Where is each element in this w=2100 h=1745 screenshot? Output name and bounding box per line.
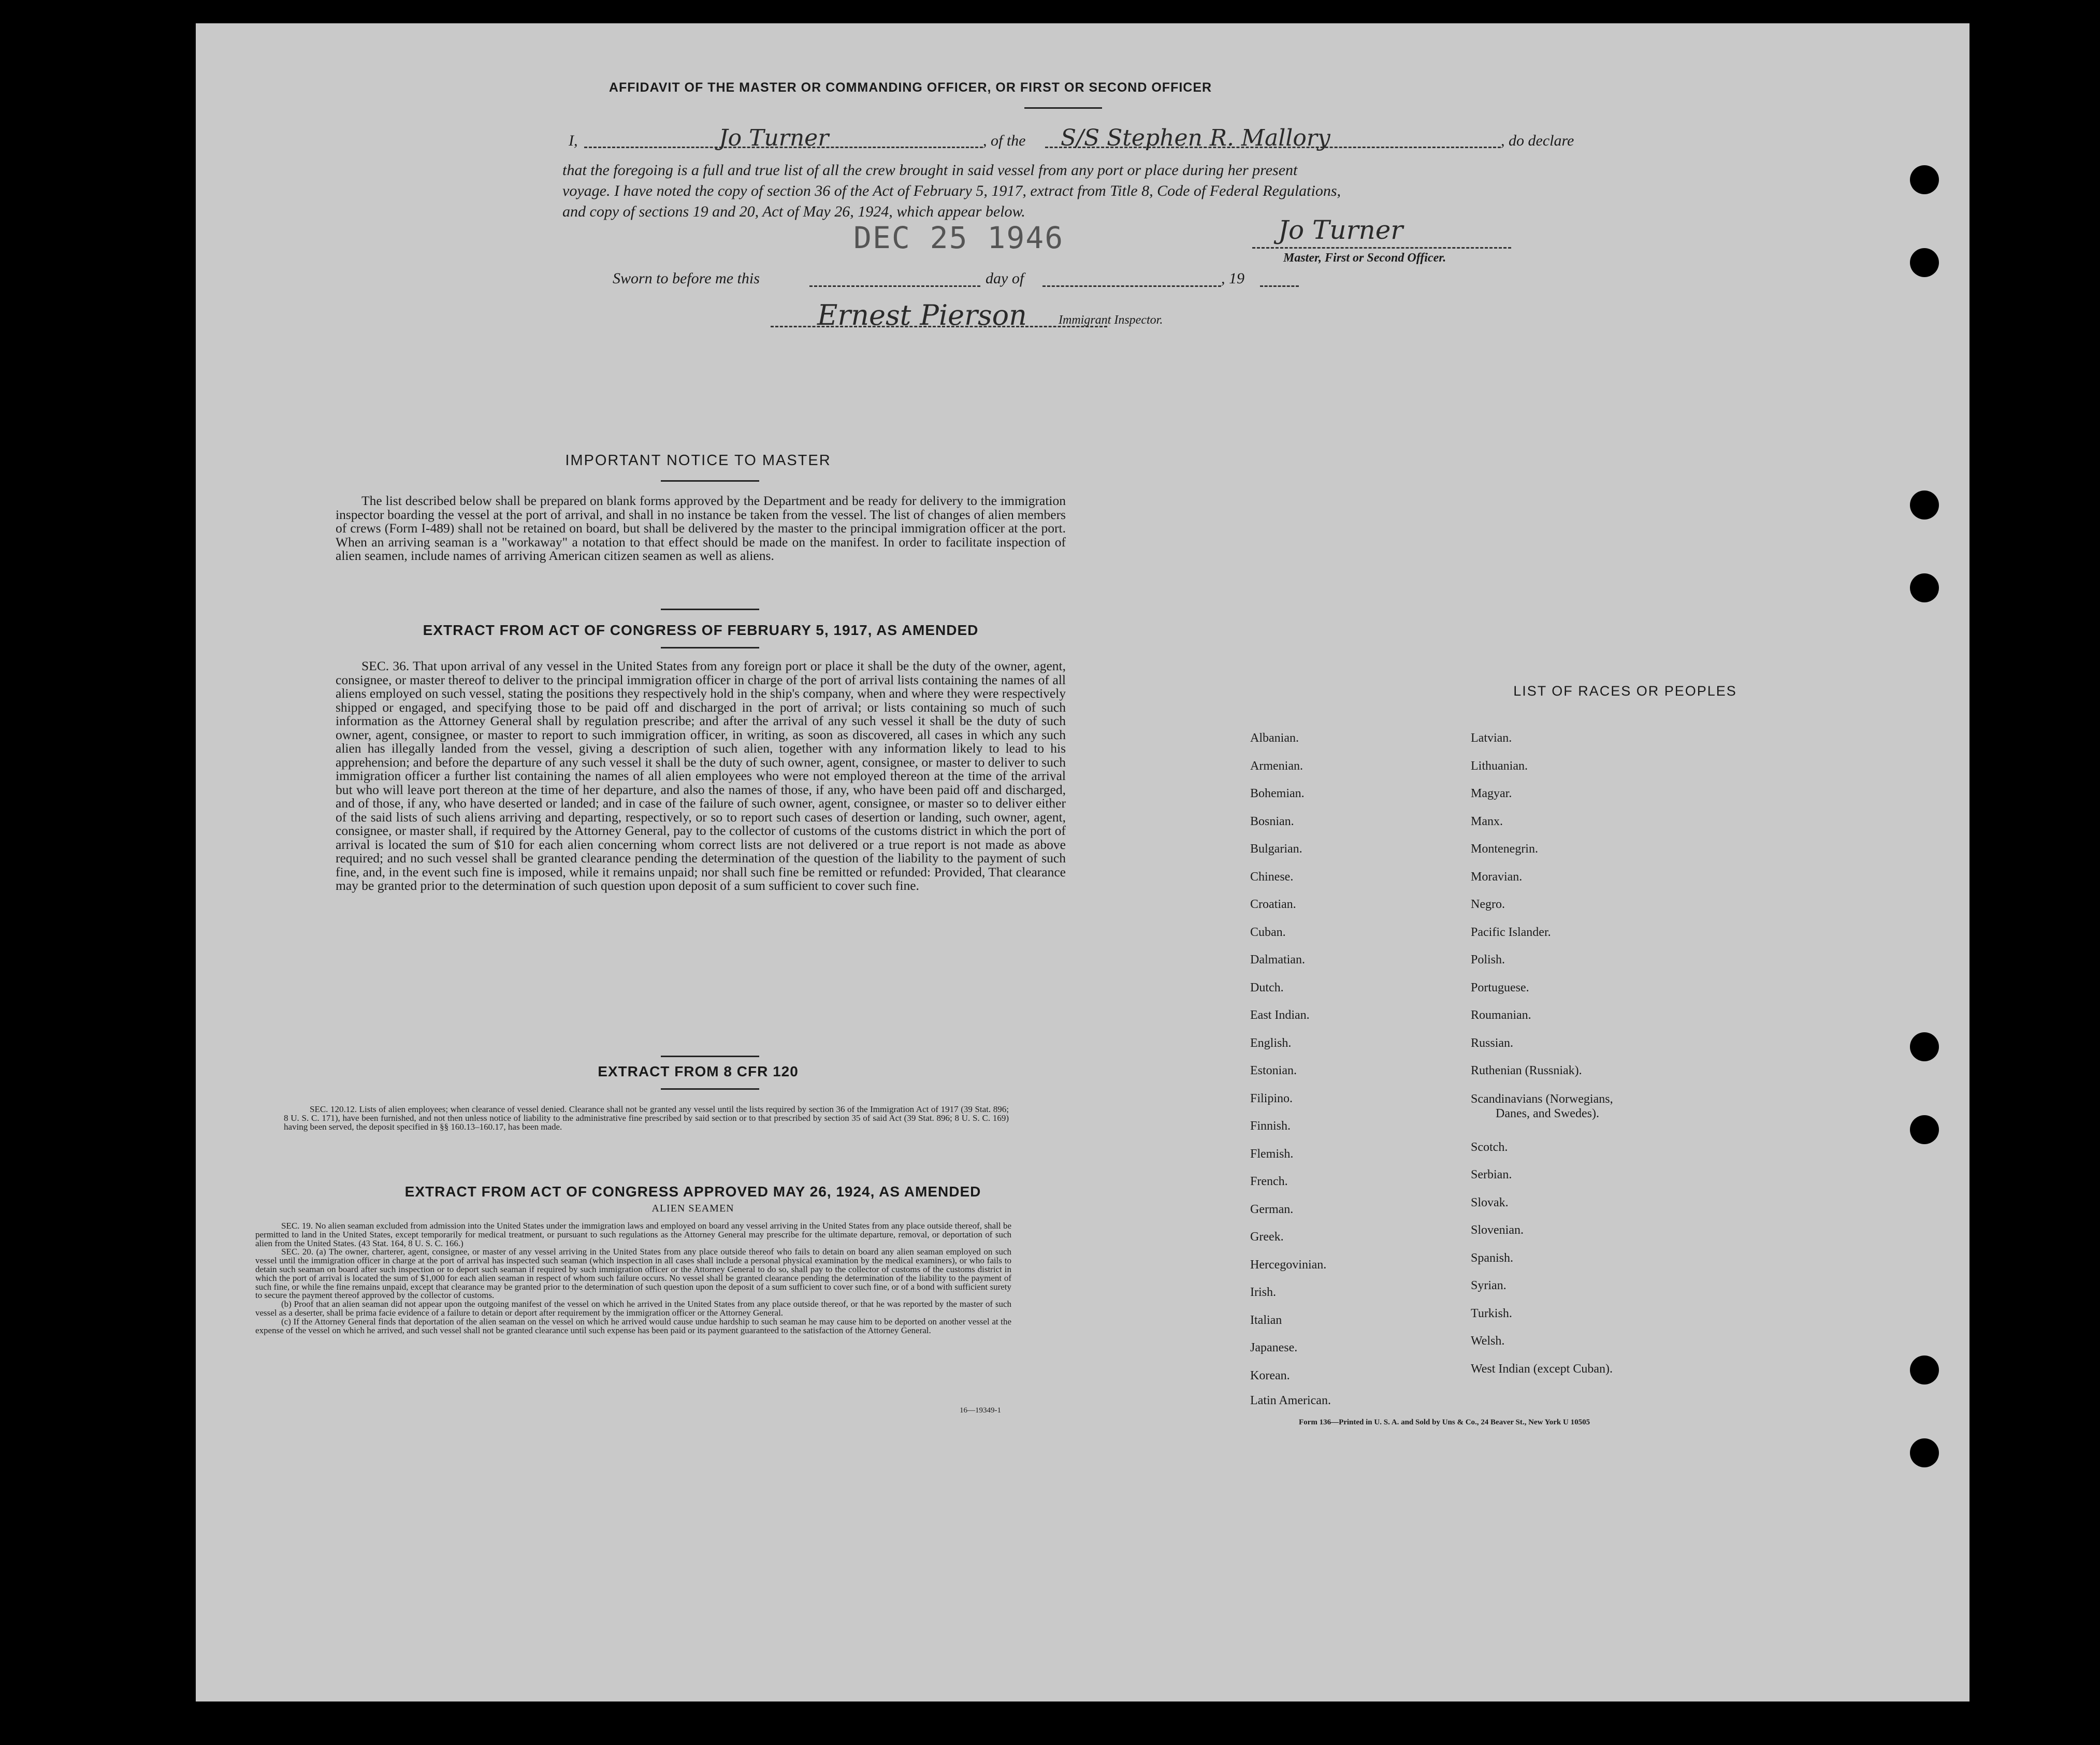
extract-1917-rule [661, 647, 759, 648]
extract-1917-bottom-rule [661, 1056, 759, 1057]
notice-rule [661, 480, 759, 482]
race-item: Slovenian. [1471, 1223, 1524, 1237]
race-item: Turkish. [1471, 1306, 1512, 1320]
inspector-label: Immigrant Inspector. [1059, 313, 1163, 327]
race-item: Montenegrin. [1471, 842, 1538, 856]
extract-1924-text [255, 1222, 1011, 1335]
body-line: that the foregoing is a full and true list of all the crew brought in said vessel from any port or place during her present [562, 162, 1298, 179]
race-item: Croatian. [1250, 898, 1296, 911]
race-item: Manx. [1471, 814, 1503, 828]
sec-20a-paragraph: SEC. 20. (a) The owner, charterer, agent, consignee, or master of any vessel arriving in the United States from any place outside thereof who fails to detain on board any alien seaman employed on such vessel until the immigration officer in charge at the port of arrival has inspected such seaman (which inspection in all cases shall include a personal physical examination by the medical examiners), or who fails to detain such seaman on board after such inspection or to deport such seaman if required by such immigration officer or the Attorney General to do so, shall pay to the collector of customs of the customs district in which the port of arrival is located the sum of $1,000 for each alien seaman in respect of whom such failure occurs. No vessel shall be granted clearance pending the determination of the liability to the payment of such fine, or while the fine remains unpaid, except that clearance may be granted prior to the determination of such question upon the deposit of a sum sufficient to cover such fine, or of a bond with sufficient surety to secure the payment thereof approved by the collector of customs. [255, 1247, 1011, 1301]
race-item: Italian [1250, 1313, 1282, 1327]
punch-hole-icon [1910, 248, 1939, 277]
punch-hole-icon [1910, 165, 1939, 194]
races-left-column [1250, 732, 1331, 1410]
body-line: and copy of sections 19 and 20, Act of May 26, 1924, which appear below. [562, 203, 1025, 220]
race-item: Negro. [1471, 898, 1505, 911]
race-item: West Indian (except Cuban). [1471, 1362, 1613, 1376]
master-label: Master, First or Second Officer. [1283, 251, 1446, 265]
punch-hole-icon [1910, 1032, 1939, 1061]
race-item: Hercegovinian. [1250, 1258, 1327, 1272]
printer-footer: Form 136—Printed in U. S. A. and Sold by Uns & Co., 24 Beaver St., New York U 10505 [1299, 1418, 1590, 1426]
race-item: Bosnian. [1250, 814, 1294, 828]
race-item: Estonian. [1250, 1064, 1297, 1077]
race-item: Bulgarian. [1250, 842, 1302, 856]
punch-hole-icon [1910, 491, 1939, 520]
race-item: Slovak. [1471, 1195, 1509, 1209]
race-item: Greek. [1250, 1230, 1284, 1244]
extract-1924-subtitle: ALIEN SEAMEN [651, 1203, 734, 1214]
punch-hole-icon [1910, 573, 1939, 602]
race-item: Moravian. [1471, 870, 1523, 884]
sec-20c-paragraph: (c) If the Attorney General finds that deportation of the alien seaman on the vessel on which he arrived would cause undue hardship to such seaman he may cause him to be deported on another vessel at the expense of the vessel on which he arrived, and such vessel shall not be granted clearance until such expense has been paid or its payment guaranteed to the satisfaction of the Attorney General. [255, 1316, 1011, 1335]
race-item: Dalmatian. [1250, 953, 1305, 967]
race-item: Scandinavians (Norwegians, [1471, 1092, 1613, 1106]
races-right-column [1471, 732, 1613, 1390]
race-item: English. [1250, 1036, 1292, 1050]
race-item: Cuban. [1250, 925, 1286, 939]
races-title: LIST OF RACES OR PEOPLES [1513, 683, 1737, 699]
race-item: Korean. [1250, 1368, 1290, 1382]
body-line: voyage. I have noted the copy of section 36 of the Act of February 5, 1917, extract from Title 8, Code of Federal Regulations, [562, 182, 1341, 199]
race-item: Dutch. [1250, 980, 1284, 994]
race-item: Armenian. [1250, 759, 1303, 773]
notice-bottom-rule [661, 609, 759, 610]
year-label: , 19 [1221, 270, 1244, 287]
inspector-signature-handwriting: Ernest Pierson [817, 299, 1027, 331]
race-item: Danes, and Swedes). [1496, 1106, 1599, 1120]
race-item: Finnish. [1250, 1119, 1291, 1133]
race-item: Latvian. [1471, 731, 1512, 745]
race-item: Serbian. [1471, 1168, 1512, 1181]
race-item: Roumanian. [1471, 1008, 1531, 1022]
race-item: Russian. [1471, 1036, 1514, 1050]
race-item: Bohemian. [1250, 787, 1305, 800]
race-item: Scotch. [1471, 1140, 1508, 1154]
extract-1917-title: EXTRACT FROM ACT OF CONGRESS OF FEBRUARY 5, 1917, AS AMENDED [423, 622, 979, 638]
race-item: French. [1250, 1175, 1288, 1188]
notice-title: IMPORTANT NOTICE TO MASTER [565, 452, 831, 469]
extract-cfr-text: SEC. 120.12. Lists of alien employees; when clearance of vessel denied. Clearance shall not be granted any vessel until the lists required by section 36 of the Immigration Act of 1917 (39 Stat. 896; 8 U. S. C. 171), have been furnished, and not then unless notice of liability to the administrative fine prescribed by said section or to that prescribed by section 35 of said Act (39 Stat. 896; 8 U. S. C. 169) having been served, the deposit specified in §§ 160.13–160.17, has been made. [284, 1104, 1009, 1132]
master-signature-handwriting: Jo Turner [1278, 215, 1403, 245]
extract-cfr-title: EXTRACT FROM 8 CFR 120 [598, 1063, 799, 1079]
extract-1917-text: SEC. 36. That upon arrival of any vessel in the United States from any foreign port or place it shall be the duty of the owner, agent, consignee, or master thereof to deliver to the principal immigration officer in charge of the port of arrival lists containing the names of all aliens employed on such vessel, stating the positions they respectively hold in the ship's company, when and where they were respectively shipped or engaged, and specifying those to be paid off and discharged in the port of arrival; or lists containing so much of such information as the Attorney General shall by regulation prescribe; and after the arrival of any such vessel it shall be the duty of such owner, agent, consignee, or master to report to such immigration officer, in writing, as soon as discovered, all cases in which any such alien has illegally landed from the vessel, giving a description of such alien, together with any information likely to lead to his apprehension; and before the departure of any such vessel it shall be the duty of such owner, agent, consignee, or master to deliver to such immigration officer a further list containing the names of all alien employees who were not employed thereon at the time of the arrival but who will leave port thereon at the time of her departure, and also the names of those, if any, who have been paid off and discharged, and of those, if any, who have deserted or landed; and in case of the failure of such owner, agent, consignee, or master so to deliver either of the said lists of such aliens arriving and departing, respectively, or so to report such cases of desertion or landing, such owner, agent, consignee, or master shall, if required by the Attorney General, pay to the collector of customs of the customs district in which the port of arrival is located the sum of $10 for each alien concerning whom correct lists are not delivered or a true report is not made as above required; and no such vessel shall be granted clearance pending the determination of the question of the liability to the payment of such fine, and, in the event such fine is imposed, while it remains unpaid; nor shall such fine be remitted or refunded: Provided, That clearance may be granted prior to the determination of such question upon deposit of a sum sufficient to cover such fine. [336, 658, 1066, 893]
race-item: Irish. [1250, 1286, 1276, 1299]
race-item: Welsh. [1471, 1334, 1505, 1348]
race-item: Latin American. [1250, 1394, 1331, 1407]
sec-19-paragraph: SEC. 19. No alien seaman excluded from admission into the United States under the immigration laws and employed on board any vessel arriving in the United States from any place outside thereof, shall be permitted to land in the United States, except temporarily for medical treatment, or pursuant to such regulations as the Attorney General may prescribe for the ultimate departure, removal, or deportation of such alien from the United States. (43 Stat. 164, 8 U. S. C. 166.) [255, 1221, 1011, 1248]
decl-i: I, [569, 132, 578, 149]
race-item: Ruthenian (Russniak). [1471, 1064, 1582, 1077]
day-field [809, 285, 980, 287]
title-rule [1024, 107, 1102, 109]
year-field [1260, 285, 1299, 287]
form-number: 16—19349-1 [960, 1406, 1001, 1415]
race-item: German. [1250, 1202, 1294, 1216]
do-declare-label: , do declare [1501, 132, 1574, 149]
race-item: Portuguese. [1471, 980, 1529, 994]
signature-field [1252, 247, 1511, 249]
race-item: Japanese. [1250, 1341, 1298, 1354]
race-item: Polish. [1471, 953, 1505, 967]
race-item: Pacific Islander. [1471, 925, 1551, 939]
extract-cfr-rule [661, 1088, 759, 1090]
document-page [196, 23, 1969, 1701]
extract-1924-title: EXTRACT FROM ACT OF CONGRESS APPROVED MAY 26, 1924, AS AMENDED [404, 1184, 981, 1200]
sworn-label: Sworn to before me this [613, 270, 760, 287]
notice-text: The list described below shall be prepared on blank forms approved by the Department and be ready for delivery to the immigration inspector boarding the vessel at the port of arrival, and shall in no instance be taken from the vessel. The list of changes of alien members of crews (Form I-489) shall not be retained on board, but shall be delivered by the master to the principal immigration officer at the port. When an arriving seaman is a "workaway" a notation to that effect should be made on the manifest. In order to facilitate inspection of alien seamen, include names of arriving American citizen seamen as well as aliens. [336, 493, 1066, 563]
race-item: Magyar. [1471, 787, 1512, 800]
race-item: Syrian. [1471, 1279, 1507, 1292]
date-stamp: DEC 25 1946 [853, 220, 1064, 255]
sec-20b-paragraph: (b) Proof that an alien seaman did not appear upon the outgoing manifest of the vessel on which he arrived in the United States from any place outside thereof, or that he was reported by the master of such vessel as a deserter, shall be prima facie evidence of a failure to detain or deport after requirement by the immigration officer or the Attorney General. [255, 1299, 1011, 1318]
name-handwriting: Jo Turner [719, 125, 829, 151]
race-item: Lithuanian. [1471, 759, 1528, 773]
declaration-line [569, 127, 1739, 158]
sworn-line [613, 270, 1441, 296]
punch-hole-icon [1910, 1115, 1939, 1144]
affidavit-title: AFFIDAVIT OF THE MASTER OR COMMANDING OFFICER, OR FIRST OR SECOND OFFICER [609, 80, 1212, 95]
vessel-handwriting: S/S Stephen R. Mallory [1061, 125, 1330, 151]
race-item: Filipino. [1250, 1091, 1293, 1105]
day-of-label: day of [986, 270, 1024, 287]
race-item: Flemish. [1250, 1147, 1294, 1161]
affidavit-body [562, 160, 1754, 222]
race-item: Spanish. [1471, 1251, 1514, 1265]
punch-hole-icon [1910, 1438, 1939, 1467]
punch-hole-icon [1910, 1355, 1939, 1385]
race-item: Albanian. [1250, 731, 1299, 745]
race-item: Chinese. [1250, 870, 1294, 884]
race-item: East Indian. [1250, 1008, 1310, 1022]
of-the-label: , of the [983, 132, 1026, 149]
month-field [1042, 285, 1221, 287]
